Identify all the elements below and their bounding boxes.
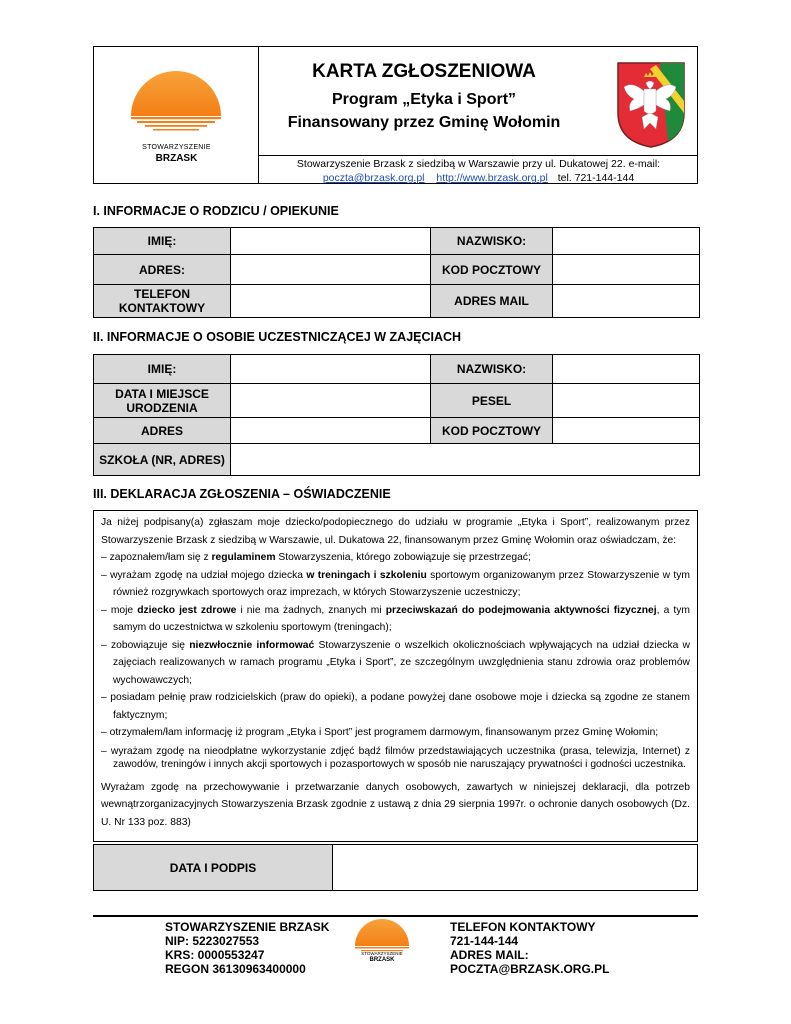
participant-first-name-field[interactable] — [231, 355, 431, 384]
footer-logo-name: STOWARZYSZENIE — [361, 951, 403, 956]
signature-field[interactable] — [332, 844, 698, 891]
declaration-item: – zapoznałem/łam się z regulaminem Stowarzyszenia, którego zobowiązuje się przestrzegać; — [101, 552, 531, 563]
parent-address-field[interactable] — [231, 255, 431, 285]
participant-pesel-field[interactable] — [553, 384, 700, 418]
table-row — [94, 384, 700, 418]
last-name-label: NAZWISKO: — [431, 355, 553, 384]
footer-nip: NIP: 5223027553 — [165, 934, 260, 948]
footer-logo-brand: BRZASK — [369, 957, 395, 963]
pesel-label: PESEL — [431, 384, 553, 418]
last-name-label: NAZWISKO: — [431, 228, 553, 255]
parent-postal-code-field[interactable] — [553, 255, 700, 285]
footer-org-info — [165, 920, 329, 976]
contact-line: Stowarzyszenie Brzask z siedzibą w Warszawie przy ul. Dukatowej 22. e-mail: — [296, 158, 661, 170]
declaration-item: – wyrażam zgodę na nieodpłatne wykorzystanie zdjęć bądź filmów przedstawiających uczestnika (prasa, telewizja, Internet) z zawodów, treningów i innych akcji sportowych i pozasportowych w sposób nie naruszający prywatności i godności uczestnika. — [101, 745, 690, 770]
footer-mail-label: ADRES MAIL: — [450, 948, 529, 962]
declaration-item: – wyrażam zgodę na udział mojego dziecka w treningach i szkoleniu sportowym organizowanym przez Stowarzyszenie w tym również rozgrywkach sportowych oraz imprezach, w których Stowarzyszenie uczestniczy; — [101, 569, 690, 598]
phone-label: TELEFON KONTAKTOWY — [94, 285, 231, 318]
signature-row — [93, 844, 698, 891]
footer-rule — [93, 915, 698, 917]
signature-label: DATA I PODPIS — [93, 844, 333, 891]
header-separator — [259, 155, 698, 156]
footer-krs: KRS: 0000553247 — [165, 948, 265, 962]
logo-brand: BRZASK — [155, 153, 198, 164]
declaration-item: – moje dziecko jest zdrowe i nie ma żadnych, znanych mi przeciwskazań do podejmowania aktywności fizycznej, a tym samym do uczestnictwa w szkoleniu sportowym (treningach); — [101, 604, 690, 633]
parent-last-name-field[interactable] — [553, 228, 700, 255]
section-1-title: I. INFORMACJE O RODZICU / OPIEKUNIE — [93, 204, 339, 218]
declaration-intro: Ja niżej podpisany(a) zgłaszam moje dziecko/podopiecznego do udziału w programie „Etyka i Sport”, realizowanym przez Stowarzyszenie Brzask z siedzibą w Warszawie, ul. Dukatowa 22, finansowanym przez Gminę Wołomin oraz oświadczam, że: — [101, 517, 690, 546]
participant-school-field[interactable] — [231, 444, 700, 476]
birth-label: DATA I MIEJSCE URODZENIA — [94, 384, 231, 418]
table-row — [94, 355, 700, 384]
website-link[interactable]: http://www.brzask.org.pl — [436, 172, 548, 184]
postal-code-label: KOD POCZTOWY — [431, 255, 553, 285]
email-label: ADRES MAIL — [431, 285, 553, 318]
page-title: KARTA ZGŁOSZENIOWA — [312, 61, 536, 82]
participant-address-field[interactable] — [231, 418, 431, 444]
footer-mail: POCZTA@BRZASK.ORG.PL — [450, 962, 610, 976]
logo-horizon-lines-icon — [131, 117, 221, 143]
participant-birth-field[interactable] — [231, 384, 431, 418]
parent-phone-field[interactable] — [231, 285, 431, 318]
footer-sunrise-logo-icon — [355, 919, 409, 946]
email-link[interactable]: poczta@brzask.org.pl — [322, 172, 425, 184]
phone-text: tel. 721-144-144 — [557, 172, 635, 184]
funding-title: Finansowany przez Gminę Wołomin — [287, 114, 561, 131]
table-row — [94, 228, 700, 255]
footer-contact-info — [450, 920, 609, 976]
first-name-label: IMIĘ: — [94, 228, 231, 255]
first-name-label: IMIĘ: — [94, 355, 231, 384]
header-box — [93, 46, 698, 184]
section-3-title: III. DEKLARACJA ZGŁOSZENIA – OŚWIADCZENIE — [93, 487, 391, 501]
declaration-item: – zobowiązuje się niezwłocznie informować Stowarzyszenie o wszelkich okolicznościach wpływających na udział dziecka w zajęciach realizowanych w ramach programu „Etyka i Sport”, ze szczególnym uwzględnienia stanu zdrowia oraz problemów wychowawczych; — [101, 639, 690, 686]
program-title: Program „Etyka i Sport” — [331, 91, 517, 108]
address-label: ADRES — [94, 418, 231, 444]
participant-last-name-field[interactable] — [553, 355, 700, 384]
participant-info-table — [93, 354, 700, 476]
contact-links — [259, 172, 698, 184]
wolomin-coat-of-arms-icon — [616, 61, 686, 149]
declaration-item: – posiadam pełnię praw rodzicielskich (praw do opieki), a podane powyżej dane osobowe moje i dziecka są zgodne ze stanem faktycznym; — [101, 692, 691, 721]
footer-org-name: STOWARZYSZENIE BRZASK — [165, 920, 330, 934]
declaration-item: – otrzymałem/łam informację iż program „Etyka i Sport” jest programem darmowym, finansowanym przez Gminę Wołomin; — [101, 727, 659, 738]
school-label: SZKOŁA (NR, ADRES) — [94, 444, 231, 476]
address-label: ADRES: — [94, 255, 231, 285]
footer-phone-label: TELEFON KONTAKTOWY — [450, 920, 596, 934]
declaration-box — [93, 510, 698, 842]
table-row — [94, 418, 700, 444]
postal-code-label: KOD POCZTOWY — [431, 418, 553, 444]
sunrise-logo-icon — [131, 71, 221, 116]
parent-email-field[interactable] — [553, 285, 700, 318]
parent-info-table — [93, 227, 700, 318]
declaration-final: Wyrażam zgodę na przechowywanie i przetwarzanie danych osobowych, zawartych w niniejszej deklaracji, dla potrzeb wewnątrzorganizacyjnych Stowarzyszenia Brzask zgodnie z ustawą z dnia 29 sierpnia 1997r. o ochronie danych osobowych (Dz. U. Nr 133 poz. 883) — [101, 781, 690, 828]
table-row — [94, 255, 700, 285]
table-row — [94, 444, 700, 476]
logo-area — [94, 47, 259, 183]
logo-name: STOWARZYSZENIE — [142, 144, 211, 151]
participant-postal-code-field[interactable] — [553, 418, 700, 444]
footer-regon: REGON 36130963400000 — [165, 962, 306, 976]
table-row — [94, 285, 700, 318]
parent-first-name-field[interactable] — [231, 228, 431, 255]
footer-phone: 721-144-144 — [450, 934, 519, 948]
section-2-title: II. INFORMACJE O OSOBIE UCZESTNICZĄCEJ W ZAJĘCIACH — [93, 330, 462, 344]
